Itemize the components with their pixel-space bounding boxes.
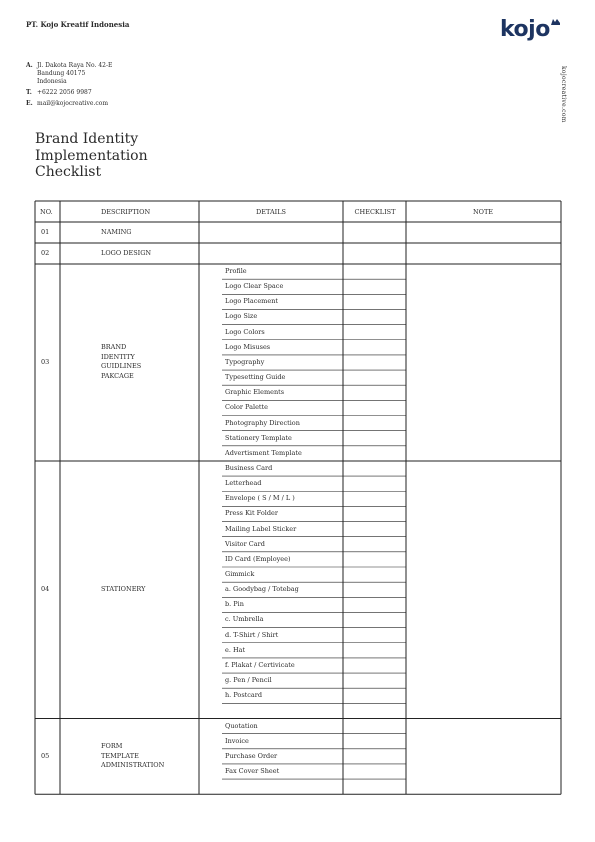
title-line-2: Implementation (35, 147, 148, 164)
checklist-cell[interactable] (344, 280, 405, 293)
section-number: 01 (41, 228, 50, 236)
header-no: NO. (40, 208, 53, 216)
address-key: A. (26, 62, 33, 69)
detail-item: Graphic Elements (225, 388, 285, 397)
detail-item: Typesetting Guide (225, 373, 286, 382)
detail-item: Envelope ( S / M / L ) (225, 494, 295, 503)
checklist-cell[interactable] (344, 432, 405, 445)
detail-item: ID Card (Employee) (225, 554, 291, 563)
detail-item: Visitor Card (225, 539, 265, 548)
header-note: NOTE (472, 208, 494, 216)
checklist-cell[interactable] (344, 462, 405, 475)
email-text[interactable]: mail@kojocreative.com (37, 100, 109, 107)
detail-item: g. Pen / Pencil (225, 676, 272, 685)
detail-item: Gimmick (225, 570, 255, 578)
note-cell[interactable] (407, 720, 560, 794)
section-number: 03 (41, 357, 50, 366)
detail-item: Advertisment Template (225, 448, 302, 457)
section-description: ADMINISTRATION (101, 761, 165, 770)
checklist-cell[interactable] (344, 553, 405, 566)
detail-item: Logo Placement (225, 297, 278, 306)
checklist-cell[interactable] (344, 750, 405, 763)
side-website: kojocreative.com (560, 66, 567, 123)
checklist-cell[interactable] (344, 568, 405, 581)
section-number: 05 (41, 751, 50, 760)
detail-item: Letterhead (225, 479, 262, 488)
checklist-cell[interactable] (344, 507, 405, 520)
checklist-cell[interactable] (344, 780, 405, 793)
note-cell[interactable] (407, 462, 560, 718)
checklist-cell[interactable] (344, 371, 405, 384)
detail-item: Typography (225, 357, 265, 366)
section-description: IDENTITY (101, 352, 135, 361)
detail-item: Logo Clear Space (225, 282, 284, 291)
checklist-cell[interactable] (344, 244, 405, 263)
checklist-cell[interactable] (344, 326, 405, 339)
checklist-cell[interactable] (344, 265, 405, 278)
checklist-cell[interactable] (344, 765, 405, 778)
checklist-cell[interactable] (344, 689, 405, 702)
section-description: TEMPLATE (101, 751, 139, 760)
header-details: DETAILS (256, 208, 286, 216)
checklist-cell[interactable] (344, 310, 405, 323)
checklist-cell[interactable] (344, 492, 405, 505)
checklist-cell[interactable] (344, 223, 405, 242)
detail-item: Logo Size (225, 312, 258, 321)
detail-item: Color Palette (225, 403, 269, 412)
detail-item: Business Card (225, 463, 273, 472)
detail-item: Mailing Label Sticker (225, 524, 297, 533)
detail-item: Quotation (225, 721, 258, 730)
section-description: PAKCAGE (101, 371, 134, 380)
email-key: E. (26, 100, 33, 107)
title-line-1: Brand Identity (35, 131, 139, 147)
company-name: PT. Kojo Kreatif Indonesia (26, 20, 130, 29)
checklist-cell[interactable] (344, 386, 405, 399)
header-checklist: CHECKLIST (354, 208, 396, 216)
section-description: STATIONERY (101, 584, 146, 593)
detail-item: Photography Direction (225, 418, 300, 427)
checklist-cell[interactable] (344, 417, 405, 430)
section-description: FORM (101, 742, 123, 751)
address-text-3: Indonesia (37, 78, 67, 85)
checklist-cell[interactable] (344, 356, 405, 369)
phone-key: T. (26, 89, 32, 96)
section-description: BRAND (101, 343, 127, 352)
checklist-cell[interactable] (344, 447, 405, 460)
checklist-cell[interactable] (344, 538, 405, 551)
address-text-1: Jl. Dakota Raya No. 42-E (37, 62, 113, 69)
checklist-cell[interactable] (344, 613, 405, 626)
checklist-cell[interactable] (344, 659, 405, 672)
section-description: LOGO DESIGN (101, 248, 152, 257)
detail-item: Logo Colors (225, 327, 265, 336)
detail-item: Press Kit Folder (225, 509, 278, 518)
note-cell[interactable] (407, 223, 560, 242)
checklist-cell[interactable] (344, 598, 405, 611)
checklist-cell[interactable] (344, 674, 405, 687)
note-cell[interactable] (407, 244, 560, 263)
header-description: DESCRIPTION (101, 208, 151, 216)
detail-item: Fax Cover Sheet (225, 766, 280, 775)
section-number: 04 (41, 585, 50, 594)
detail-item: e. Hat (225, 645, 246, 654)
checklist-cell[interactable] (344, 735, 405, 748)
checklist-cell[interactable] (344, 523, 405, 536)
title-line-3: Checklist (35, 164, 102, 180)
phone-text: +6222 2056 9987 (37, 89, 92, 96)
detail-item: Purchase Order (225, 751, 278, 760)
logo-wordmark: kojo (500, 17, 550, 42)
detail-item: a. Goodybag / Totebag (225, 585, 299, 594)
detail-item: Logo Misuses (225, 342, 271, 351)
section-number: 02 (41, 249, 50, 257)
address-text-2: Bandung 40175 (37, 70, 86, 77)
checklist-cell[interactable] (344, 583, 405, 596)
detail-item: b. Pin (225, 600, 244, 609)
detail-item: Stationery Template (225, 433, 292, 442)
checklist-cell[interactable] (344, 341, 405, 354)
checklist-cell[interactable] (344, 704, 405, 717)
detail-item: h. Postcard (225, 691, 263, 700)
section-description: GUIDLINES (101, 362, 142, 371)
checklist-cell[interactable] (344, 720, 405, 733)
checklist-cell[interactable] (344, 401, 405, 414)
note-cell[interactable] (407, 265, 560, 460)
checklist-cell[interactable] (344, 629, 405, 642)
checklist-cell[interactable] (344, 644, 405, 657)
detail-item: Profile (225, 267, 247, 275)
detail-item: Invoice (225, 736, 249, 745)
detail-item: d. T-Shirt / Shirt (225, 630, 279, 639)
checklist-cell[interactable] (344, 477, 405, 490)
detail-item: f. Plakat / Certivicate (225, 660, 295, 669)
detail-item: c. Umbrella (225, 615, 264, 624)
section-description: NAMING (101, 227, 132, 236)
checklist-cell[interactable] (344, 295, 405, 308)
